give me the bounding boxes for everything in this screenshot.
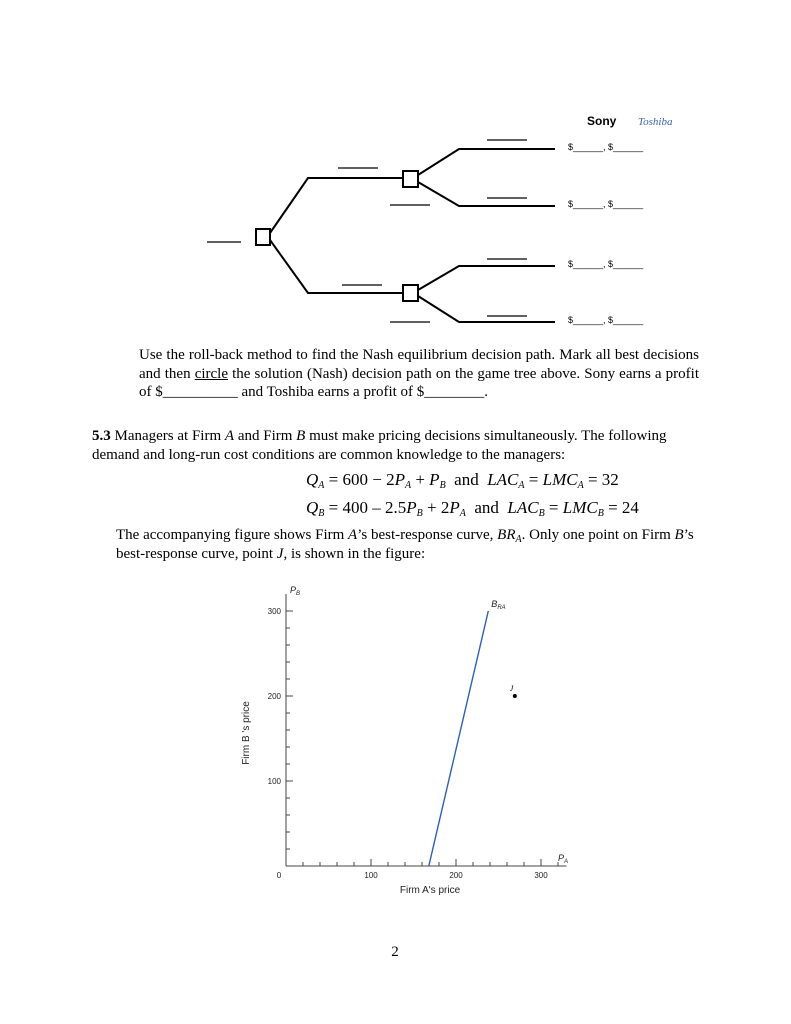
- payoff-row: $______, $______: [568, 315, 644, 325]
- x-axis-title: Firm A's price: [399, 885, 461, 896]
- point-j-label: J: [509, 684, 514, 693]
- y-axis-title: Firm B 's price: [241, 701, 252, 765]
- payoff-row: $______, $______: [568, 259, 644, 269]
- root-decision-node: [256, 229, 270, 245]
- origin-label: 0: [276, 871, 282, 880]
- y-tick-label: 100: [267, 777, 281, 786]
- figure-description: The accompanying figure shows Firm A’s best-response curve, $BR_A$. Only one point on Firm B’s best-response curve, point J, is shown in the figure:: [116, 527, 694, 562]
- sony-label: Sony: [587, 114, 617, 128]
- x-axis-symbol: $P_A$: [558, 853, 569, 865]
- y-tick-label: 300: [267, 607, 281, 616]
- x-tick-label: 200: [449, 871, 463, 880]
- problem-5-3: 5.3 Managers at Firm A and Firm B must make pricing decisions simultaneously. The following demand and long-run cost conditions are common knowledge to the managers:: [92, 428, 667, 463]
- x-tick-label: 300: [534, 871, 548, 880]
- payoff-row: $______, $______: [568, 142, 644, 152]
- toshiba-label: Toshiba: [638, 116, 673, 128]
- y-tick-label: 200: [267, 692, 281, 701]
- page-number: 2: [391, 944, 399, 960]
- lower-decision-node: [403, 285, 418, 301]
- x-tick-label: 100: [364, 871, 378, 880]
- payoff-row: $______, $______: [568, 199, 644, 209]
- rollback-instructions: Use the roll-back method to find the Nash equilibrium decision path. Mark all best decisions and then circle the solution (Nash) decision path on the game tree above. Sony earns a profit of $__________ and Toshiba earns a profit of $________.: [139, 347, 700, 400]
- game-tree: [0, 0, 791, 340]
- br-a-label: $B_{RA}$: [491, 599, 506, 611]
- point-j: [513, 694, 517, 698]
- br-a-curve: [429, 611, 489, 866]
- equation-firm-a: $Q_A = 600 - 2P_A + P_B$ and $LAC_A = LMC_A = 32$: [306, 470, 619, 491]
- problem-number: 5.3: [92, 428, 111, 444]
- equation-firm-b: $Q_B = 400 - 2.5P_B + 2P_A$ and $LAC_B = LMC_B = 24$: [306, 498, 639, 519]
- upper-decision-node: [403, 171, 418, 187]
- y-axis-symbol: $P_B$: [290, 585, 301, 597]
- circle-word: circle: [194, 365, 228, 382]
